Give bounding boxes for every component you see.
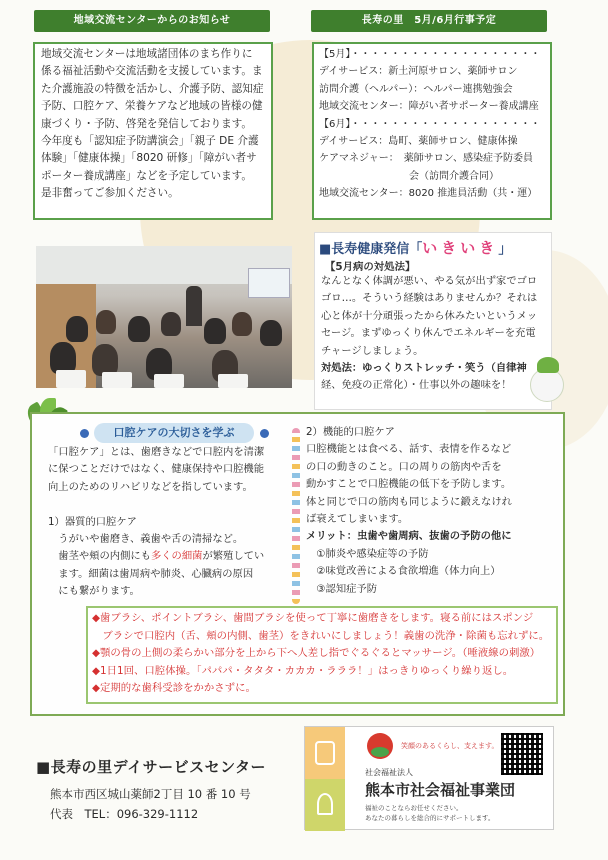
ikiki-title-word: いきいき <box>422 239 499 257</box>
notice-line: 係る福祉活動や交流活動を支援しています。ま <box>41 65 263 78</box>
notice-line: 是非奮ってご参加ください。 <box>41 187 179 200</box>
right-section-header: 長寿の里 5月/6月行事予定 <box>311 10 547 32</box>
ikiki-line: 心と体が十分頑張ったから休みたいというメッ <box>321 309 538 322</box>
notice-line: 体験」「健康体操」「8020 研修」「障がい者サ <box>41 152 257 165</box>
notice-line: 地域交流センターは地域諸団体のまち作りに <box>41 48 253 60</box>
ikiki-line: チャージしましょう。 <box>321 344 424 357</box>
oral-tips-box <box>86 606 558 704</box>
logo-org-type: 社会福祉法人 <box>365 768 413 777</box>
oral-tip-line: ◆1日1回、口腔体操。「パパパ・タタタ・カカカ・ラララ！」はっきりゆっくり繰り返し。 <box>92 664 514 677</box>
oral-right-line: 動かすことで口腔機能の低下を予防します。 <box>306 478 512 491</box>
seminar-photo <box>36 246 292 388</box>
oral-right-line: メリット：虫歯や歯周病、抜歯の予防の他に <box>306 530 512 543</box>
notice-line: た介護施設の特徴を活かし、介護予防、認知症 <box>41 82 264 95</box>
oral-left-text: が繁殖してい <box>202 550 265 563</box>
ikiki-line: 対処法：ゆっくりストレッチ・笑う（自律神 <box>321 362 527 375</box>
oral-left-text: 歯茎や頬の内側にも <box>48 550 151 563</box>
ikiki-body <box>315 273 551 395</box>
ikiki-line: ゴロ…。そういう経験はありませんか？それは <box>321 292 538 305</box>
oral-right-line: ば衰えてしまいます。 <box>306 513 409 526</box>
oral-left-line: ます。細菌は歯周病や肺炎、心臓病の原因 <box>48 567 254 580</box>
dotted-divider <box>292 428 300 604</box>
oral-heading-row <box>76 423 272 443</box>
notice-line: 予防、口腔ケア、栄養ケアなど地域の皆様の健 <box>41 100 263 113</box>
oral-tip-line: ◆定期的な歯科受診をかかさずに。 <box>92 682 256 694</box>
oral-left-line: 向上のためのリハビリなどを指しています。 <box>48 480 253 493</box>
ikiki-health-box <box>314 232 552 410</box>
oral-right-line: の口の動きのこと。口の周りの筋肉や舌を <box>306 460 502 473</box>
left-section-header: 地域交流センターからのお知らせ <box>34 10 270 32</box>
logo-org-name: 熊本市社会福祉事業団 <box>365 781 516 799</box>
schedule-line: 会（訪問介護合同） <box>319 170 499 182</box>
schedule-line: 【6月】・・・・・・・・・・・・・・・・・・・ <box>319 118 541 130</box>
event-schedule <box>312 42 552 220</box>
zebra-icon <box>315 741 335 765</box>
organization-logo-box <box>304 726 554 830</box>
schedule-line: 【5月】・・・・・・・・・・・・・・・・・・・ <box>319 49 541 60</box>
community-center-notice <box>33 42 273 220</box>
qr-code-icon <box>501 733 543 775</box>
oral-left-line: に保つことだけではなく、健康保持や口腔機能 <box>48 463 265 476</box>
bullet-dot-icon <box>260 429 269 438</box>
bacteria-highlight: 多くの細菌 <box>150 550 203 563</box>
ikiki-title-prefix: ■長寿健康発信「 <box>319 242 423 257</box>
oral-left-line <box>48 496 296 513</box>
bullet-dot-icon <box>80 429 89 438</box>
oral-left-line: 1）器質的口腔ケア <box>48 515 137 528</box>
oral-right-column <box>306 424 560 598</box>
schedule-line: デイサービス：島町、薬師サロン、健康体操 <box>319 136 518 148</box>
oral-right-line: ①肺炎や感染症等の予防 <box>306 547 429 560</box>
oral-tip-line: ◆顎の骨の上側の柔らかい部分を上から下へ人差し指でぐるぐるとマッサージ。（唾液線の刺激） <box>92 647 541 659</box>
figure-icon <box>317 793 333 815</box>
notice-line: 今年度も「認知症予防講演会」「親子 DE 介護 <box>41 135 259 148</box>
ikiki-title <box>315 233 551 258</box>
logo-mark-icon <box>367 733 393 759</box>
oral-tip-line: ブラシで口腔内（舌、頬の内側、歯茎）をきれいにしましょう！義歯の洗浄・除菌も忘れずに。 <box>92 629 550 642</box>
oral-right-line: 口腔機能とは食べる、話す、表情を作るなど <box>306 443 512 456</box>
schedule-line: 地域交流センター：8020 推進員活動（共・運） <box>319 188 538 200</box>
ikiki-line: 経、免疫の正常化）・仕事以外の趣味を！ <box>321 379 512 392</box>
oral-right-line: 体と同じで口の筋肉も同じように鍛えなけれ <box>306 495 512 508</box>
logo-tagline: 笑顔のあるくらし、支えます。 <box>401 742 499 750</box>
oral-left-column <box>48 444 296 601</box>
oral-left-line: 「口腔ケア」とは、歯磨きなどで口腔内を清潔 <box>48 446 265 458</box>
oral-left-line-bacteria <box>48 548 296 565</box>
oral-care-heading: 口腔ケアの大切さを学ぶ <box>94 423 254 443</box>
oral-right-line: ②味覚改善による食欲増進（体力向上） <box>306 565 501 578</box>
footer-address: 熊本市西区城山薬師2丁目 10 番 10 号 <box>50 787 251 801</box>
logo-desc-1: 福祉のことならお任せください。 <box>365 804 463 812</box>
schedule-line: 地域交流センター：障がい者サポーター養成講座 <box>319 101 539 113</box>
logo-desc-2: あなたの暮らしを総合的にサポートします。 <box>365 814 495 822</box>
ikiki-line: セージ。まずゆっくり休んでエネルギーを充電 <box>321 327 536 340</box>
schedule-line: 訪問介護（ヘルパー）：ヘルパー連携勉強会 <box>319 83 513 95</box>
footer-phone: 代表 TEL：096-329-1112 <box>50 807 199 821</box>
footer-title: ■長寿の里デイサービスセンター <box>36 758 267 776</box>
oral-tip-line: ◆歯ブラシ、ポイントブラシ、歯間ブラシを使って丁寧に歯磨きをします。寝る前にはスポンジ <box>92 612 534 624</box>
schedule-line: ケアマネジャー： 薬師サロン、感染症予防委員 <box>319 153 533 165</box>
ikiki-title-suffix: 」 <box>498 242 512 257</box>
ikiki-line: なんとなく体調が悪い、やる気が出ず家でゴロ <box>321 275 538 287</box>
oral-left-line: にも繋がります。 <box>48 585 140 598</box>
oral-right-line: 2）機能的口腔ケア <box>306 426 395 438</box>
turnip-illustration <box>530 368 564 402</box>
notice-line: ポーター養成講座」などを予定しています。 <box>41 169 253 182</box>
ikiki-subtitle: 【5月病の対処法】 <box>325 261 416 273</box>
notice-line: 康づくり・予防、啓発を発信しております。 <box>41 117 253 130</box>
schedule-line: デイサービス：新土河原サロン、薬師サロン <box>319 66 518 78</box>
oral-right-line: ③認知症予防 <box>306 582 378 595</box>
oral-left-line: うがいや歯磨き、義歯や舌の清掃など。 <box>48 533 244 546</box>
